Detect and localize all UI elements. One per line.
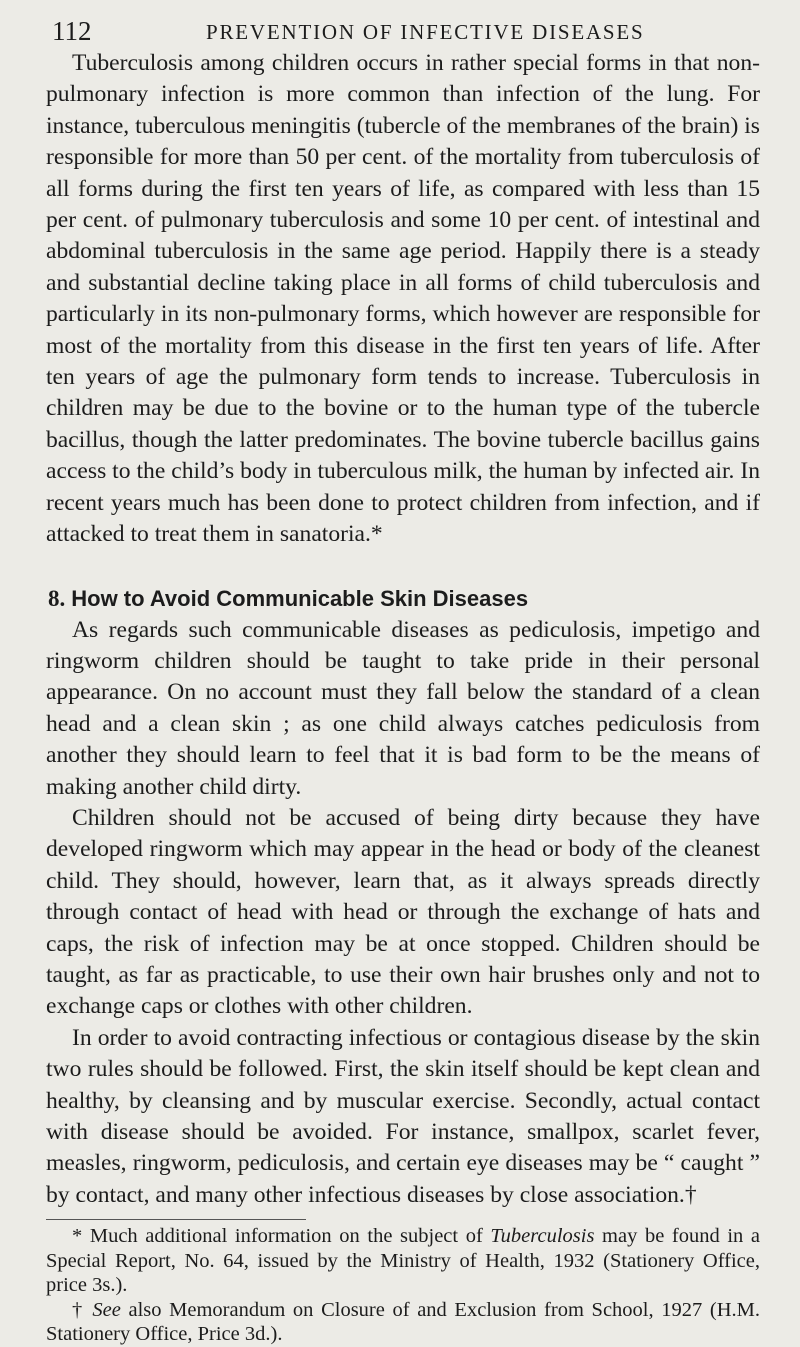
section-heading [46,583,760,615]
section-title: How to Avoid Communicable Skin Diseases [71,585,529,611]
footnote-divider [46,1219,306,1220]
footnotes [46,1224,760,1347]
page-number: 112 [52,16,92,46]
paragraph-pediculosis: As regards such communicable diseases as pediculosis, impetigo and ringworm children should be taught to take pride in their personal appearance. On no account must they fall below the standard of a clean head and a clean skin ; as one child always catches pediculosis from another they should learn to feel that it is bad form to be the means of making another child dirty. [46,616,760,800]
paragraph-skin-rules: In order to avoid contracting infectious or contagious disease by the skin two rules should be followed. First, the skin itself should be kept clean and healthy, by cleansing and by muscular exercise. Secondly, actual contact with disease should be avoided. For instance, smallpox, scarlet fever, measles, ringworm, pediculosis, and certain eye diseases may be “ caught ” by contact, and many other infectious diseases by close association.† [46,1024,760,1208]
footnote-2: † See also Memorandum on Closure of and Exclusion from School, 1927 (H.M. Stationery Office, Price 3d.). [46,1298,760,1346]
running-title: PREVENTION OF INFECTIVE DISEASES [206,20,645,44]
section-number: 8. [48,585,66,611]
paragraph-tuberculosis: Tuberculosis among children occurs in rather special forms in that non-pulmonary infection is more common than infection of the lung. For instance, tuberculous meningitis (tubercle of the membranes of the brain) is responsible for more than 50 per cent. of the mortality from tuberculosis of all forms during the first ten years of life, as compared with less than 15 per cent. of pulmonary tuberculosis and some 10 per cent. of intestinal and abdominal tuberculosis in the same age period. Happily there is a steady and substantial decline taking place in all forms of child tuberculosis and particularly in its non-pulmonary forms, which however are responsible for most of the mortality from this disease in the first ten years of life. After ten years of age the pulmonary form tends to increase. Tuberculosis in children may be due to the bovine or to the human type of the tubercle bacillus, though the latter predominates. The bovine tubercle bacillus gains access to the child’s body in tuberculous milk, the human by infected air. In recent years much has been done to protect children from infection, and if attacked to treat them in sanatoria.* [46,50,760,548]
running-head [46,0,760,46]
body-text [46,48,760,1211]
footnote-1: * Much additional information on the subject of Tuberculosis may be found in a Special Report, No. 64, issued by the Ministry of Health, 1932 (Stationery Office, price 3s.). [46,1225,761,1297]
paragraph-ringworm: Children should not be accused of being dirty because they have developed ringworm which may appear in the head or body of the cleanest child. They should, however, learn that, as it always spreads directly through contact of head with head or through the exchange of hats and caps, the risk of infection may be at once stopped. Children should be taught, as far as practicable, to use their own hair brushes only and not to exchange caps or clothes with other children. [46,804,760,1020]
